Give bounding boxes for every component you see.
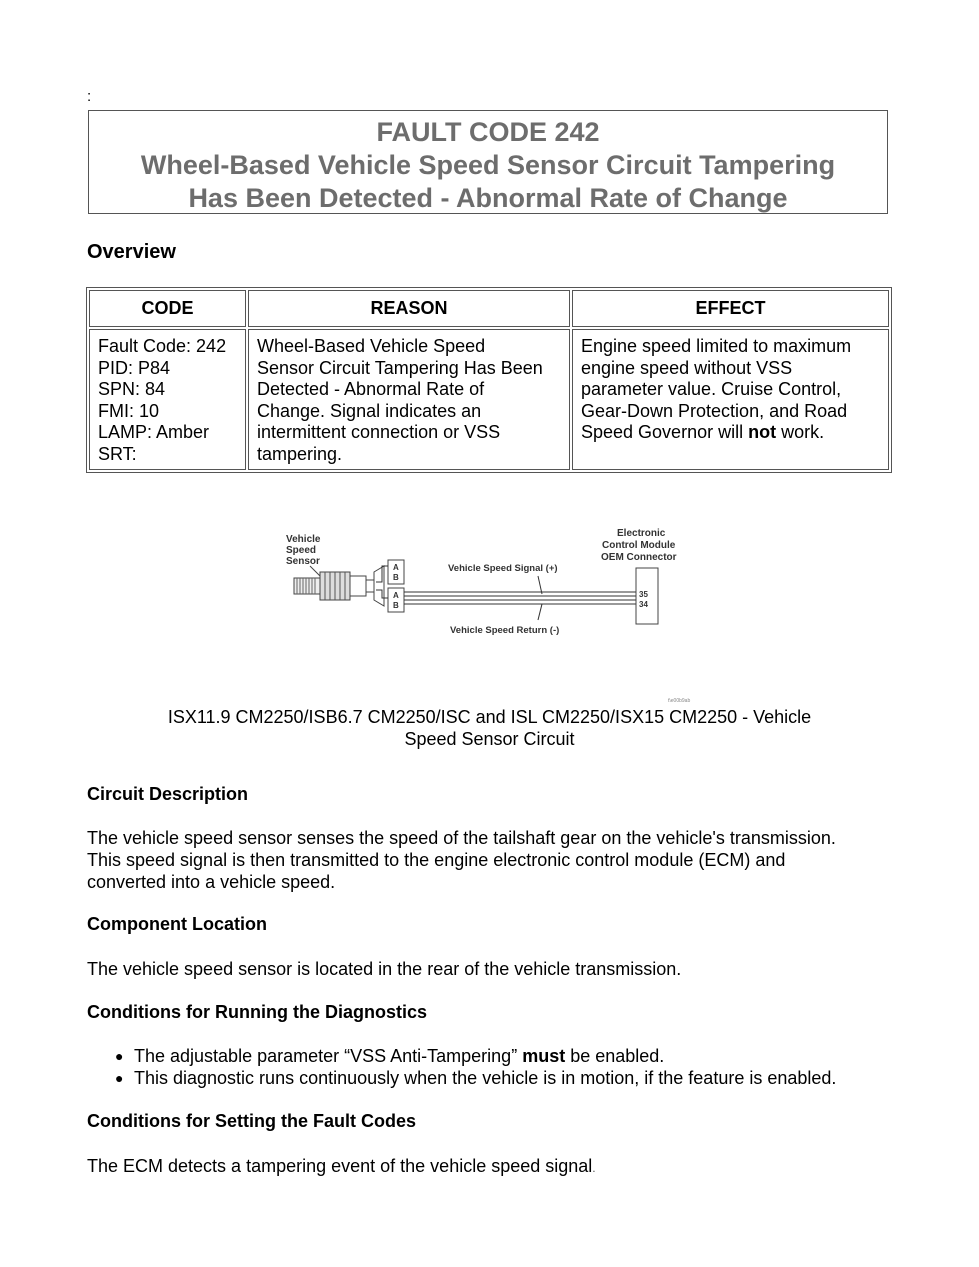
paragraph-text: The ECM detects a tampering event of the vehicle speed signal	[87, 1156, 593, 1176]
reason-line: Detected - Abnormal Rate of	[257, 379, 485, 399]
conditions-setting-text	[87, 1155, 917, 1179]
effect-line: parameter value. Cruise Control,	[581, 379, 842, 399]
figure-caption	[87, 706, 892, 750]
table-row	[89, 329, 889, 470]
figure-id: t\e00b9ab	[668, 698, 691, 704]
circuit-description-heading: Circuit Description	[87, 784, 249, 804]
pin-label: A	[393, 563, 399, 572]
pin-label: B	[393, 601, 399, 610]
list-item-text: This diagnostic runs continuously when the vehicle is in motion, if the feature is enabled.	[134, 1068, 837, 1088]
wire-harness	[376, 566, 636, 620]
column-header-code: CODE	[89, 290, 246, 327]
fault-code-number: FAULT CODE 242	[376, 117, 600, 147]
sensor-label: Sensor	[286, 556, 320, 567]
column-header-reason: REASON	[248, 290, 570, 327]
effect-line: Engine speed limited to maximum	[581, 336, 852, 356]
ecm-pin-label: 35	[639, 590, 648, 599]
ecm-label: Electronic	[617, 528, 666, 539]
caption-line: ISX11.9 CM2250/ISB6.7 CM2250/ISC and ISL CM2250/ISX15 CM2250 - Vehicle	[167, 707, 812, 727]
list-item	[115, 1045, 836, 1067]
fault-code-title-line1: Wheel-Based Vehicle Speed Sensor Circuit Tampering	[140, 150, 836, 180]
list-item-emphasis: must	[522, 1046, 566, 1066]
caption-line: Speed Sensor Circuit	[404, 729, 575, 749]
reason-line: Change. Signal indicates an	[257, 400, 482, 421]
reason-line: tampering.	[257, 443, 343, 464]
fault-code-table	[86, 287, 892, 473]
ecm-pin-label: 34	[639, 600, 648, 609]
reason-cell	[248, 329, 570, 470]
pin-label: A	[393, 591, 399, 600]
speed-sensor-icon	[294, 566, 384, 606]
colon-mark: :	[87, 88, 92, 105]
bullet-icon: ●	[115, 1048, 124, 1064]
code-line: SRT:	[98, 443, 137, 464]
sensor-label: Speed	[286, 545, 317, 556]
code-line: LAMP: Amber	[98, 422, 210, 442]
effect-cell	[572, 329, 889, 470]
effect-emphasis: not	[748, 422, 777, 442]
fault-code-title-line2: Has Been Detected - Abnormal Rate of Change	[188, 183, 788, 213]
effect-text: work.	[776, 422, 825, 442]
component-location-text: The vehicle speed sensor is located in the rear of the vehicle transmission.	[87, 959, 682, 979]
signal-wire-label: Vehicle Speed Signal (+)	[448, 563, 558, 574]
list-item	[115, 1067, 837, 1089]
component-location-heading: Component Location	[87, 914, 267, 934]
reason-line: Wheel-Based Vehicle Speed	[257, 336, 486, 356]
table-header-row	[89, 290, 889, 327]
fault-code-title-box	[88, 110, 888, 214]
effect-line-last	[581, 422, 880, 444]
reason-line: Sensor Circuit Tampering Has Been	[257, 357, 543, 378]
conditions-running-heading: Conditions for Running the Diagnostics	[87, 1002, 427, 1022]
effect-line: engine speed without VSS	[581, 357, 793, 378]
overview-heading: Overview	[87, 241, 176, 263]
effect-text: Speed Governor will	[581, 422, 749, 442]
effect-line: Gear-Down Protection, and Road	[581, 400, 848, 421]
sensor-label: Vehicle	[286, 534, 321, 545]
trailing-period: .	[592, 1161, 596, 1175]
pin-label: B	[393, 573, 399, 582]
reason-line: intermittent connection or VSS	[257, 422, 501, 442]
paragraph-line: This speed signal is then transmitted to the engine electronic control module (ECM) and	[87, 850, 786, 870]
code-line: FMI: 10	[98, 400, 160, 421]
conditions-setting-heading: Conditions for Setting the Fault Codes	[87, 1111, 416, 1131]
list-item-text: be enabled.	[565, 1046, 665, 1066]
ecm-label: OEM Connector	[601, 552, 677, 563]
paragraph-line: The vehicle speed sensor senses the speed of the tailshaft gear on the vehicle's transmission.	[87, 828, 836, 848]
bullet-icon: ●	[115, 1070, 124, 1086]
conditions-running-list	[87, 1045, 836, 1089]
code-line: PID: P84	[98, 357, 171, 378]
return-wire-label: Vehicle Speed Return (-)	[450, 625, 560, 636]
paragraph-line: converted into a vehicle speed.	[87, 872, 336, 892]
circuit-description-text	[87, 827, 917, 893]
column-header-effect: EFFECT	[572, 290, 889, 327]
code-line: Fault Code: 242	[98, 336, 227, 356]
vss-circuit-diagram	[280, 520, 700, 710]
code-cell	[89, 329, 246, 470]
ecm-label: Control Module	[602, 540, 676, 551]
list-item-text: The adjustable parameter “VSS Anti-Tampering”	[134, 1046, 523, 1066]
code-line: SPN: 84	[98, 379, 166, 399]
